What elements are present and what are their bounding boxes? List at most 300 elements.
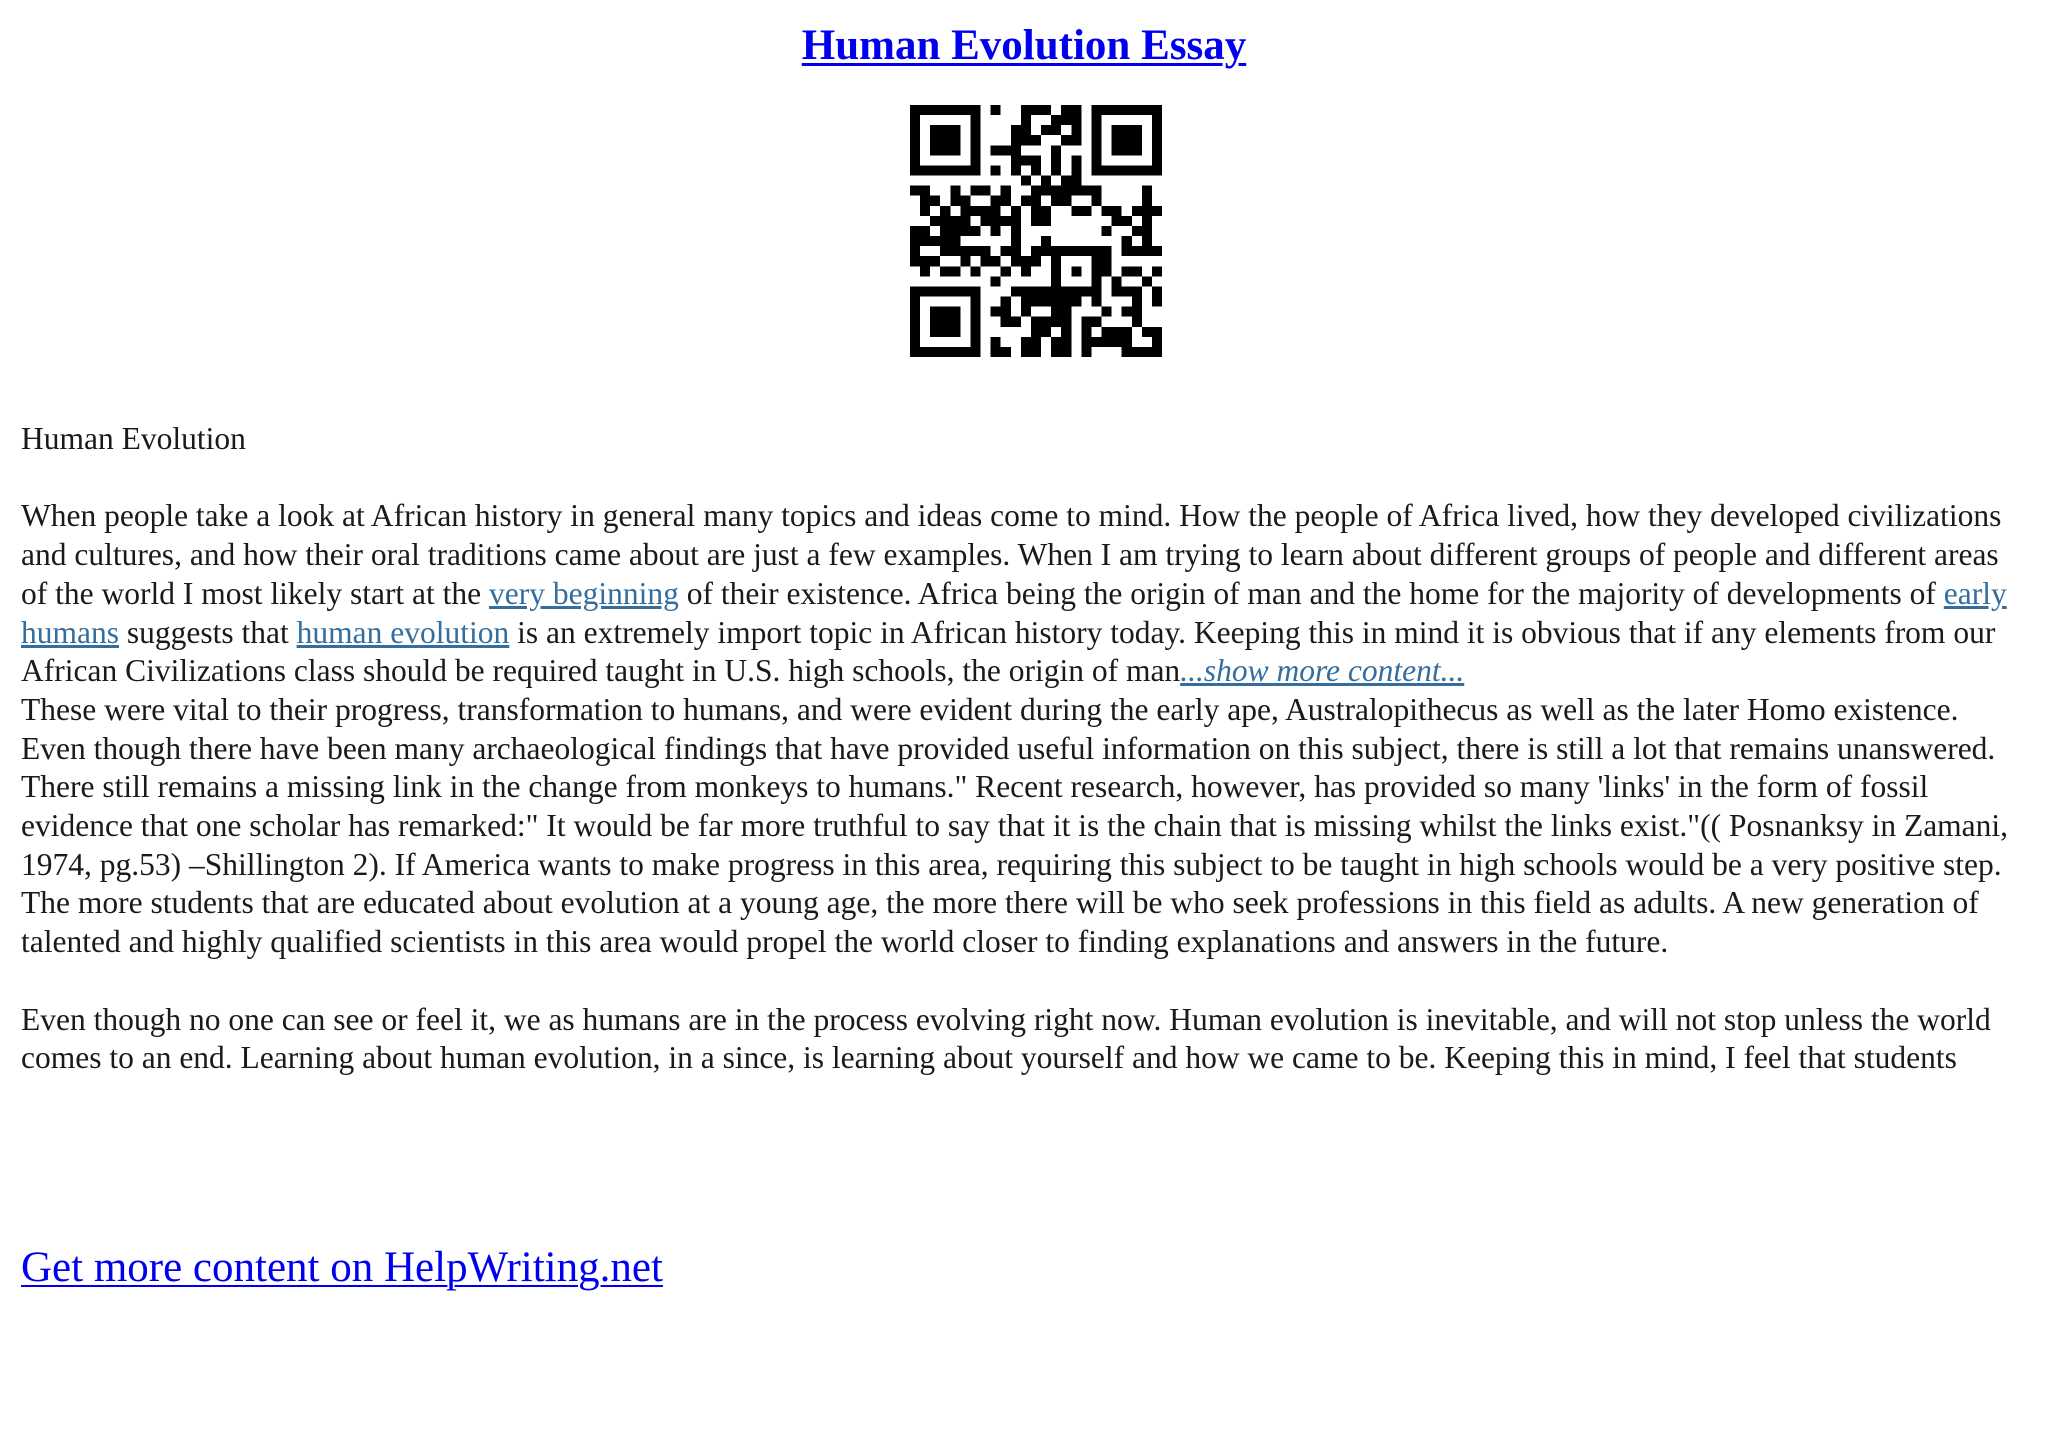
qr-module: [1031, 186, 1041, 196]
qr-module: [1061, 297, 1071, 307]
qr-module: [1132, 297, 1142, 307]
qr-module: [1031, 347, 1041, 357]
qr-module: [1051, 286, 1061, 296]
qr-module: [1041, 327, 1051, 337]
qr-module: [940, 125, 950, 135]
qr-module: [991, 226, 1001, 236]
qr-module: [950, 216, 960, 226]
qr-module: [1091, 105, 1101, 115]
qr-module: [1011, 317, 1021, 327]
qr-module: [1061, 317, 1071, 327]
qr-module: [1011, 226, 1021, 236]
qr-module: [991, 206, 1001, 216]
qr-module: [1102, 246, 1112, 256]
qr-module: [970, 186, 980, 196]
qr-module: [1091, 317, 1101, 327]
qr-module: [940, 145, 950, 155]
qr-module: [1142, 347, 1152, 357]
qr-module: [1152, 297, 1162, 307]
qr-module: [1152, 337, 1162, 347]
qr-module: [1102, 337, 1112, 347]
qr-module: [920, 105, 930, 115]
qr-module: [970, 286, 980, 296]
qr-module: [1021, 307, 1031, 317]
qr-module: [1102, 256, 1112, 266]
footer: [21, 1240, 663, 1296]
qr-module: [1001, 307, 1011, 317]
qr-module: [970, 145, 980, 155]
qr-module: [1041, 317, 1051, 327]
qr-module: [970, 337, 980, 347]
qr-module: [1122, 337, 1132, 347]
qr-module: [991, 196, 1001, 206]
qr-module: [1001, 196, 1011, 206]
essay-paragraph-3: Even though no one can see or feel it, we as humans are in the process evolving right now. Human evolution is inevitable, and will not stop unless the world comes to an end. Learning about human evolution, in a since, is learning about yourself and how we came to be. Keeping this in mind, I feel that students: [21, 1001, 1991, 1076]
qr-module: [910, 347, 920, 357]
qr-module: [1081, 246, 1091, 256]
qr-module: [1011, 236, 1021, 246]
qr-module: [1091, 196, 1101, 206]
qr-module: [940, 216, 950, 226]
qr-module: [1122, 286, 1132, 296]
qr-module: [910, 186, 920, 196]
qr-module: [970, 246, 980, 256]
qr-module: [1102, 165, 1112, 175]
page-title: [0, 18, 2048, 74]
qr-module: [1041, 216, 1051, 226]
qr-module: [981, 216, 991, 226]
qr-module: [940, 286, 950, 296]
qr-module: [1112, 337, 1122, 347]
qr-module: [1021, 105, 1031, 115]
qr-module: [1102, 327, 1112, 337]
qr-module: [1152, 145, 1162, 155]
qr-module: [1071, 176, 1081, 186]
qr-module: [970, 165, 980, 175]
qr-module: [1031, 165, 1041, 175]
qr-module: [1102, 105, 1112, 115]
qr-module: [940, 347, 950, 357]
qr-module: [1051, 256, 1061, 266]
qr-module: [1051, 266, 1061, 276]
qr-module: [1021, 135, 1031, 145]
qr-module: [1102, 266, 1112, 276]
qr-module: [1021, 286, 1031, 296]
qr-module: [910, 105, 920, 115]
qr-module: [1021, 125, 1031, 135]
qr-module: [940, 165, 950, 175]
qr-module: [1051, 347, 1061, 357]
qr-module: [930, 125, 940, 135]
qr-module: [910, 297, 920, 307]
qr-module: [1031, 216, 1041, 226]
qr-module: [1051, 307, 1061, 317]
qr-module: [1041, 246, 1051, 256]
qr-module: [1001, 266, 1011, 276]
qr-module: [1132, 266, 1142, 276]
qr-module: [1031, 286, 1041, 296]
qr-module: [1112, 216, 1122, 226]
qr-module: [950, 145, 960, 155]
qr-module: [1102, 226, 1112, 236]
qr-module: [910, 307, 920, 317]
qr-module: [1071, 105, 1081, 115]
essay-paragraph-2: These were vital to their progress, transformation to humans, and were evident during the early ape, Australopithecus as well as the later Homo existence. Even though there have been many archaeological findings that have provided useful information on this subject, there is still a lot that remains unanswered. There still remains a missing link in the change from monkeys to humans." Recent research, however, has provided so many 'links' in the form of fossil evidence that one scholar has remarked:" It would be far more truthful to say that it is the chain that is missing whilst the links exist."(( Posnanksy in Zamani, 1974, pg.53) –Shillington 2). If America wants to make progress in this area, requiring this subject to be taught in high schools would be a very positive step. The more students that are educated about evolution at a young age, the more there will be who seek professions in this field as adults. A new generation of talented and highly qualified scientists in this area would propel the world closer to finding explanations and answers in the future.: [21, 691, 2009, 960]
qr-module: [1031, 327, 1041, 337]
qr-module: [991, 276, 1001, 286]
qr-module: [1122, 347, 1132, 357]
qr-module: [970, 297, 980, 307]
qr-module: [930, 286, 940, 296]
qr-module: [960, 226, 970, 236]
qr-module: [1142, 216, 1152, 226]
qr-module: [1041, 206, 1051, 216]
qr-module: [960, 286, 970, 296]
qr-module: [930, 105, 940, 115]
qr-module: [1122, 327, 1132, 337]
qr-module: [1081, 337, 1091, 347]
qr-module: [1021, 266, 1031, 276]
qr-module: [920, 206, 930, 216]
qr-module: [970, 155, 980, 165]
qr-module: [981, 246, 991, 256]
qr-module: [1081, 186, 1091, 196]
qr-module: [1091, 186, 1101, 196]
qr-module: [1112, 145, 1122, 155]
qr-module: [950, 286, 960, 296]
qr-module: [910, 115, 920, 125]
essay-heading: Human Evolution: [21, 421, 246, 456]
qr-module: [1071, 266, 1081, 276]
qr-module: [1031, 256, 1041, 266]
qr-module: [1122, 266, 1132, 276]
qr-module: [920, 165, 930, 175]
qr-module: [991, 347, 1001, 357]
qr-module: [1142, 226, 1152, 236]
qr-module: [1091, 276, 1101, 286]
qr-module: [1031, 246, 1041, 256]
title-link[interactable]: Human Evolution Essay: [801, 22, 1247, 69]
qr-module: [970, 226, 980, 236]
qr-module: [1091, 297, 1101, 307]
qr-module: [1011, 125, 1021, 135]
qr-module: [1071, 286, 1081, 296]
qr-module: [1011, 165, 1021, 175]
qr-module: [1061, 196, 1071, 206]
qr-module: [970, 307, 980, 317]
qr-module: [1091, 165, 1101, 175]
qr-module: [970, 115, 980, 125]
qr-module: [1071, 135, 1081, 145]
qr-module: [1122, 236, 1132, 246]
qr-module: [1142, 236, 1152, 246]
qr-module: [1041, 186, 1051, 196]
qr-module: [1071, 186, 1081, 196]
qr-module: [910, 226, 920, 236]
qr-module: [1031, 337, 1041, 347]
qr-module: [940, 266, 950, 276]
qr-module: [1132, 125, 1142, 135]
qr-code-icon: [910, 105, 1162, 357]
qr-module: [1152, 347, 1162, 357]
qr-module: [910, 125, 920, 135]
qr-module: [940, 246, 950, 256]
essay-content: [21, 420, 2031, 1078]
qr-module: [1041, 236, 1051, 246]
qr-module: [1051, 196, 1061, 206]
qr-module: [1152, 266, 1162, 276]
qr-module: [920, 266, 930, 276]
qr-module: [940, 226, 950, 236]
qr-module: [1061, 286, 1071, 296]
qr-module: [1051, 125, 1061, 135]
link-very-beginning[interactable]: very beginning: [489, 575, 679, 611]
qr-module: [1021, 155, 1031, 165]
qr-module: [1071, 165, 1081, 175]
qr-module: [991, 256, 1001, 266]
qr-module: [1112, 206, 1122, 216]
qr-module: [920, 286, 930, 296]
qr-module: [960, 105, 970, 115]
qr-module: [1081, 327, 1091, 337]
qr-module: [1122, 307, 1132, 317]
qr-module: [1031, 135, 1041, 145]
qr-module: [1132, 317, 1142, 327]
qr-module: [1021, 115, 1031, 125]
qr-module: [1041, 125, 1051, 135]
qr-module: [1091, 246, 1101, 256]
qr-module: [1061, 186, 1071, 196]
qr-module: [1081, 317, 1091, 327]
qr-module: [970, 347, 980, 357]
qr-module: [950, 236, 960, 246]
qr-module: [950, 165, 960, 175]
qr-module: [1152, 115, 1162, 125]
link-human-evolution[interactable]: human evolution: [296, 614, 510, 650]
qr-module: [1091, 155, 1101, 165]
qr-module: [991, 307, 1001, 317]
qr-module: [1021, 176, 1031, 186]
helpwriting-link[interactable]: Get more content on HelpWriting.net: [21, 1244, 663, 1291]
qr-module: [930, 307, 940, 317]
qr-module: [930, 256, 940, 266]
qr-module: [960, 246, 970, 256]
qr-module: [1001, 347, 1011, 357]
qr-module: [1112, 125, 1122, 135]
qr-module: [1031, 105, 1041, 115]
qr-module: [1061, 115, 1071, 125]
qr-module: [1021, 347, 1031, 357]
qr-module: [1021, 256, 1031, 266]
qr-module: [981, 256, 991, 266]
qr-module: [1051, 165, 1061, 175]
qr-module: [1132, 226, 1142, 236]
qr-module: [1011, 286, 1021, 296]
qr-module: [1112, 327, 1122, 337]
qr-module: [1122, 165, 1132, 175]
qr-module: [910, 145, 920, 155]
qr-module: [930, 317, 940, 327]
qr-module: [1061, 246, 1071, 256]
show-more-link[interactable]: ...show more content...: [1180, 653, 1465, 689]
qr-module: [1122, 105, 1132, 115]
qr-module: [1051, 337, 1061, 347]
qr-module: [950, 125, 960, 135]
qr-module: [1071, 155, 1081, 165]
qr-module: [1001, 186, 1011, 196]
qr-module: [1132, 286, 1142, 296]
qr-module: [1112, 105, 1122, 115]
qr-module: [910, 286, 920, 296]
qr-module: [1122, 145, 1132, 155]
qr-module: [920, 256, 930, 266]
qr-module: [1051, 317, 1061, 327]
qr-module: [1011, 206, 1021, 216]
qr-module: [1152, 206, 1162, 216]
qr-module: [1011, 216, 1021, 226]
qr-module: [1132, 246, 1142, 256]
qr-module: [930, 327, 940, 337]
qr-module: [1122, 246, 1132, 256]
qr-module: [1011, 246, 1021, 256]
qr-module: [950, 105, 960, 115]
qr-module: [960, 196, 970, 206]
qr-module: [1061, 135, 1071, 145]
qr-module: [1041, 105, 1051, 115]
qr-module: [940, 307, 950, 317]
qr-module: [930, 196, 940, 206]
qr-module: [1031, 196, 1041, 206]
qr-module: [1061, 337, 1071, 347]
qr-module: [1152, 155, 1162, 165]
qr-module: [1091, 286, 1101, 296]
qr-module: [1132, 307, 1142, 317]
qr-module: [1152, 246, 1162, 256]
qr-module: [1051, 297, 1061, 307]
qr-module: [1102, 206, 1112, 216]
qr-module: [930, 216, 940, 226]
qr-module: [1132, 347, 1142, 357]
qr-module: [1112, 276, 1122, 286]
link-early-humans[interactable]: early humans: [21, 575, 2007, 650]
qr-module: [1132, 105, 1142, 115]
qr-module: [1051, 186, 1061, 196]
qr-module: [991, 216, 1001, 226]
qr-module: [991, 145, 1001, 155]
qr-module: [910, 327, 920, 337]
qr-module: [960, 216, 970, 226]
qr-module: [1152, 286, 1162, 296]
qr-module: [1041, 297, 1051, 307]
essay-paragraph-1: [21, 497, 2031, 691]
qr-module: [970, 105, 980, 115]
qr-module: [1081, 206, 1091, 216]
qr-module: [1122, 135, 1132, 145]
qr-module: [950, 317, 960, 327]
paragraph-text: suggests that: [119, 614, 297, 650]
qr-module: [991, 105, 1001, 115]
qr-module: [1001, 216, 1011, 226]
qr-module: [970, 317, 980, 327]
qr-module: [1142, 206, 1152, 216]
qr-module: [1031, 317, 1041, 327]
qr-module: [910, 246, 920, 256]
qr-module: [1071, 246, 1081, 256]
qr-module: [1051, 276, 1061, 286]
qr-module: [1091, 145, 1101, 155]
qr-module: [970, 125, 980, 135]
qr-module: [920, 226, 930, 236]
qr-module: [950, 186, 960, 196]
qr-module: [1112, 165, 1122, 175]
qr-module: [1051, 145, 1061, 155]
qr-module: [970, 266, 980, 276]
qr-module: [1071, 206, 1081, 216]
qr-module: [960, 256, 970, 266]
qr-module: [940, 206, 950, 216]
qr-module: [1041, 286, 1051, 296]
qr-module: [1031, 297, 1041, 307]
qr-module: [1041, 176, 1051, 186]
qr-module: [940, 135, 950, 145]
qr-module: [970, 327, 980, 337]
qr-module: [1021, 297, 1031, 307]
qr-module: [950, 135, 960, 145]
qr-module: [991, 337, 1001, 347]
qr-module: [1142, 246, 1152, 256]
qr-module: [1081, 286, 1091, 296]
qr-module: [1031, 206, 1041, 216]
qr-module: [930, 236, 940, 246]
qr-module: [1122, 216, 1132, 226]
qr-module: [1091, 135, 1101, 145]
paragraph-spacer: [21, 962, 2031, 1001]
qr-module: [960, 347, 970, 357]
qr-module: [960, 165, 970, 175]
qr-module: [1142, 105, 1152, 115]
qr-module: [950, 347, 960, 357]
paragraph-spacer: [21, 459, 2031, 498]
qr-module: [910, 165, 920, 175]
qr-module: [1061, 347, 1071, 357]
qr-module: [1091, 125, 1101, 135]
qr-module: [940, 105, 950, 115]
qr-module: [910, 337, 920, 347]
qr-module: [1061, 327, 1071, 337]
qr-module: [910, 236, 920, 246]
qr-module: [1132, 165, 1142, 175]
qr-module: [920, 347, 930, 357]
qr-module: [950, 327, 960, 337]
qr-module: [1021, 196, 1031, 206]
qr-module: [970, 206, 980, 216]
qr-module: [1102, 307, 1112, 317]
qr-module: [930, 135, 940, 145]
qr-module: [1031, 155, 1041, 165]
qr-module: [1152, 125, 1162, 135]
qr-module: [1051, 246, 1061, 256]
qr-module: [1001, 246, 1011, 256]
qr-module: [1152, 165, 1162, 175]
qr-module: [930, 347, 940, 357]
qr-module: [1011, 145, 1021, 155]
qr-module: [1081, 347, 1091, 357]
qr-module: [1061, 176, 1071, 186]
qr-module: [1091, 115, 1101, 125]
paragraph-text: of their existence. Africa being the origin of man and the home for the majority of developments of: [678, 575, 1944, 611]
qr-module: [1091, 337, 1101, 347]
qr-module: [1071, 297, 1081, 307]
